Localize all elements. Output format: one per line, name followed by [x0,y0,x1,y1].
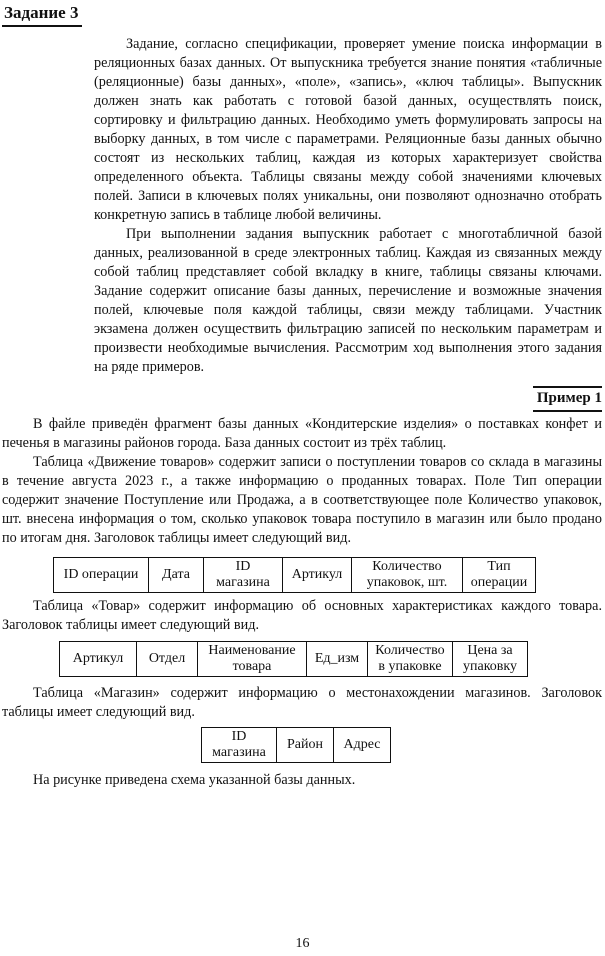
movement-table-header [53,557,536,593]
product-table-header [59,641,528,677]
col-article: Артикул [60,642,137,677]
diagram-caption: На рисунке приведена схема указанной базы данных. [33,772,356,788]
intro-paragraph-1: Задание, согласно спецификации, проверяет умение поиска информации в реляционных базах данных. От выпускника требуется знание понятия «табличные (реляционные) базы данных», «поле», «запись», «ключ таблицы». Выпускник должен знать как работать с готовой базой данных, осуществлять поиск, сортировку и фильтрацию данных. Необходимо уметь формулировать запросы на выборку данных, в том числе с параметрами. Реляционные базы данных обычно состоят из нескольких таблиц, каждая из которых характеризует свойства определенного объекта. Таблицы связаны между собой значениями ключевых полей. Записи в ключевых полях уникальны, они позволяют однозначно отобрать конкретную запись в таблице любой величины. [94,36,602,223]
col-operation-id: ID операции [54,558,149,593]
paragraph-store: Таблица «Магазин» содержит информацию о местонахождении магазинов. Заголовок таблицы имеет следующий вид. [2,685,602,720]
store-table-header [201,727,391,763]
col-article: Артикул [283,558,352,593]
col-unit: Ед_изм [307,642,368,677]
store-text [2,684,602,722]
intro-paragraph-2: При выполнении задания выпускник работает с многотабличной базой данных, реализованной в среде электронных таблиц. Каждая из связанных между собой таблиц представляет собой вкладку в книге, таблицы связаны ключами. Задание содержит описание базы данных, перечисление и возможные значения полей, ключевые поля каждой таблицы, связи между таблицами. Участник экзамена должен осуществить фильтрацию записей по нескольким параметрам и произвести необходимые вычисления. Рассмотрим ход выполнения этого задания на ряде примеров. [94,226,602,375]
page-number: 16 [295,936,310,951]
col-package-price: Цена за упаковку [453,642,528,677]
intro-text [94,35,602,377]
col-qty-in-package: Количество в упаковке [368,642,453,677]
paragraph-file: В файле приведён фрагмент базы данных «Кондитерские изделия» о поставках конфет и печенья в магазины районов города. База данных состоит из трёх таблиц. [2,416,602,451]
paragraph-product: Таблица «Товар» содержит информацию об основных характеристиках каждого товара. Заголовок таблицы имеет следующий вид. [2,598,602,633]
col-operation-type: Тип операции [463,558,536,593]
col-store-id: ID магазина [204,558,283,593]
paragraph-movement: Таблица «Движение товаров» содержит записи о поступлении товаров со склада в магазины в течение августа 2023 г., а также информацию о проданных товарах. Поле Тип операции содержит значение Поступление или Продажа, а в соответствующее поле Количество упаковок, шт. внесена информация о том, сколько упаковок товара поступило в магазин или было продано по итогам дня. Заголовок таблицы имеет следующий вид. [2,454,602,546]
example-body [2,415,602,548]
col-department: Отдел [137,642,198,677]
col-package-count: Количество упаковок, шт. [352,558,463,593]
col-store-id: ID магазина [202,728,277,763]
example-heading: Пример 1 [533,386,602,412]
col-product-name: Наименование товара [198,642,307,677]
task-heading: Задание 3 [2,3,82,27]
col-date: Дата [149,558,204,593]
col-district: Район [277,728,334,763]
product-text [2,597,602,635]
col-address: Адрес [334,728,391,763]
